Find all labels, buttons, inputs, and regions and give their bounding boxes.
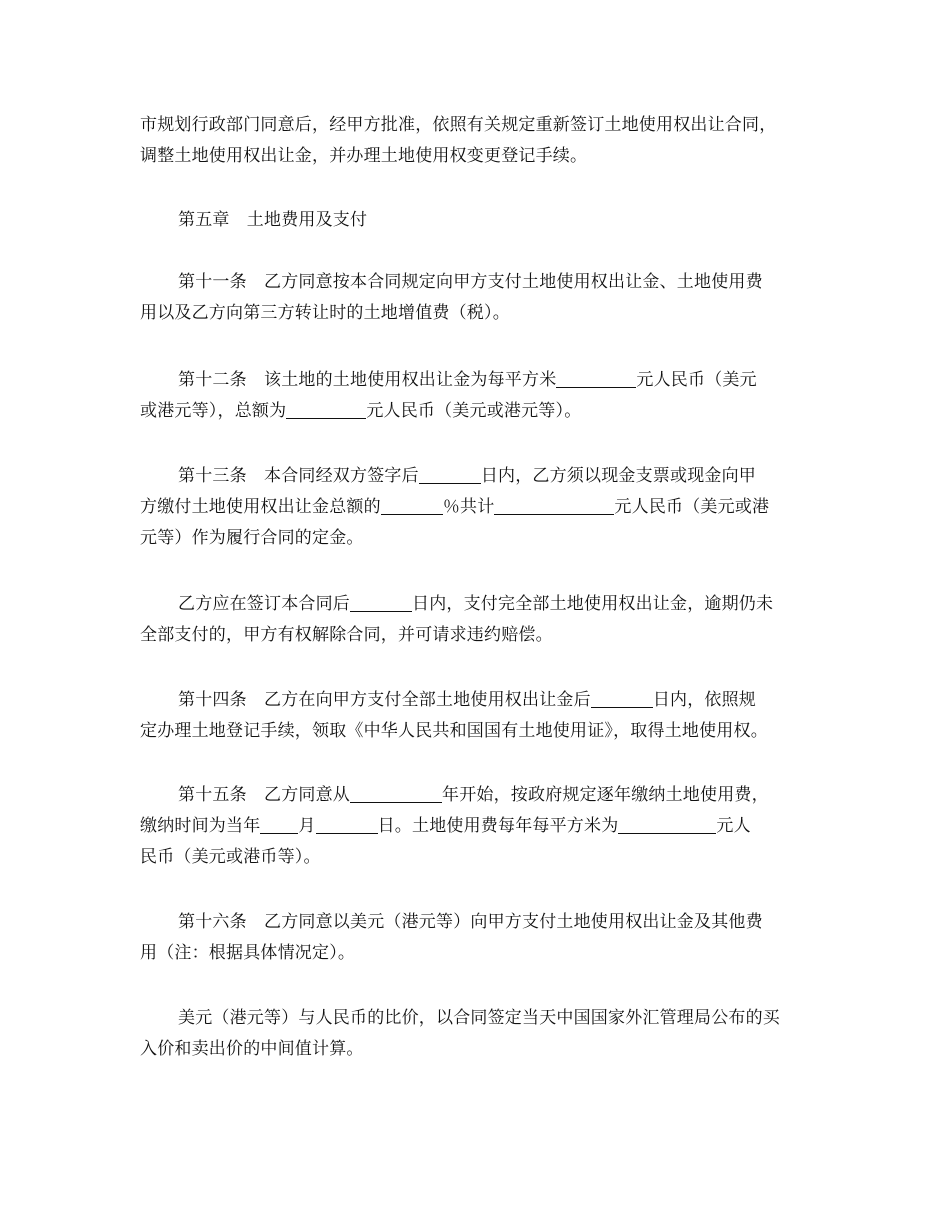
text-line <box>140 396 812 427</box>
text-segment: 方缴付土地使用权出让金总额的 <box>140 497 381 517</box>
text-line: 调整土地使用权出让金，并办理土地使用权变更登记手续。 <box>140 146 588 166</box>
exchange-rate-paragraph <box>140 1003 812 1065</box>
fill-in-blank <box>556 369 636 388</box>
text-line <box>140 589 812 620</box>
text-line: 用以及乙方向第三方转让时的土地增值费（税）。 <box>140 303 510 323</box>
text-segment: 日内，依照规 <box>652 690 757 710</box>
text-segment: 月 <box>298 816 316 836</box>
text-line: 元等）作为履行合同的定金。 <box>140 528 364 548</box>
text-line <box>140 780 812 811</box>
text-line <box>140 365 812 396</box>
continuation-paragraph <box>140 110 812 172</box>
chapter-title: 第五章 土地费用及支付 <box>178 210 368 230</box>
article-13-payment-paragraph <box>140 589 812 651</box>
fill-in-blank <box>316 815 378 834</box>
fill-in-blank <box>350 593 412 612</box>
text-line: 民币（美元或港币等）。 <box>140 847 321 867</box>
fill-in-blank <box>591 689 653 708</box>
text-segment: 日内，支付完全部土地使用权出让金，逾期仍未 <box>412 594 774 614</box>
article-14 <box>140 685 812 747</box>
fill-in-blank <box>260 815 298 834</box>
article-11 <box>140 267 812 329</box>
text-segment: ％共计 <box>442 497 495 517</box>
text-line <box>140 685 812 716</box>
fill-in-blank <box>618 815 716 834</box>
text-line <box>140 461 812 492</box>
text-segment: 乙方应在签订本合同后 <box>178 594 350 614</box>
text-segment: 元人民币（美元 <box>636 370 757 390</box>
text-line: 用（注：根据具体情况定）。 <box>140 943 356 963</box>
text-line: 第十一条 乙方同意按本合同规定向甲方支付土地使用权出让金、土地使用费 <box>178 272 763 292</box>
text-line <box>140 492 812 523</box>
chapter-heading <box>140 205 812 236</box>
article-15 <box>140 780 812 873</box>
text-line: 第十六条 乙方同意以美元（港元等）向甲方支付土地使用权出让金及其他费 <box>178 912 763 932</box>
fill-in-blank <box>494 496 614 515</box>
fill-in-blank <box>350 784 442 803</box>
text-segment: 或港元等），总额为 <box>140 401 287 421</box>
text-segment: 元人 <box>716 816 751 836</box>
text-line <box>140 811 812 842</box>
text-line: 定办理土地登记手续，领取《中华人民共和国国有土地使用证》，取得土地使用权。 <box>140 721 768 741</box>
text-segment: 缴纳时间为当年 <box>140 816 261 836</box>
text-line: 美元（港元等）与人民币的比价，以合同签定当天中国国家外汇管理局公布的买 <box>178 1008 780 1028</box>
fill-in-blank <box>381 496 443 515</box>
text-segment: 元人民币（美元或港元等）。 <box>366 401 582 421</box>
text-line: 全部支付的，甲方有权解除合同，并可请求违约赔偿。 <box>140 625 553 645</box>
text-segment: 年开始，按政府规定逐年缴纳土地使用费， <box>442 785 769 805</box>
text-segment: 第十四条 乙方在向甲方支付全部土地使用权出让金后 <box>178 690 591 710</box>
text-line: 入价和卖出价的中间值计算。 <box>140 1039 364 1059</box>
text-line: 市规划行政部门同意后，经甲方批准，依照有关规定重新签订土地使用权出让合同， <box>140 115 777 135</box>
article-13 <box>140 461 812 554</box>
fill-in-blank <box>286 400 366 419</box>
text-segment: 第十五条 乙方同意从 <box>178 785 350 805</box>
text-segment: 元人民币（美元或港 <box>614 497 770 517</box>
article-16 <box>140 907 812 969</box>
fill-in-blank <box>419 465 481 484</box>
text-segment: 日内，乙方须以现金支票或现金向甲 <box>480 466 757 486</box>
article-12 <box>140 365 812 427</box>
text-segment: 第十二条 该土地的土地使用权出让金为每平方米 <box>178 370 557 390</box>
text-segment: 第十三条 本合同经双方签字后 <box>178 466 419 486</box>
text-segment: 日。土地使用费每年每平方米为 <box>377 816 619 836</box>
